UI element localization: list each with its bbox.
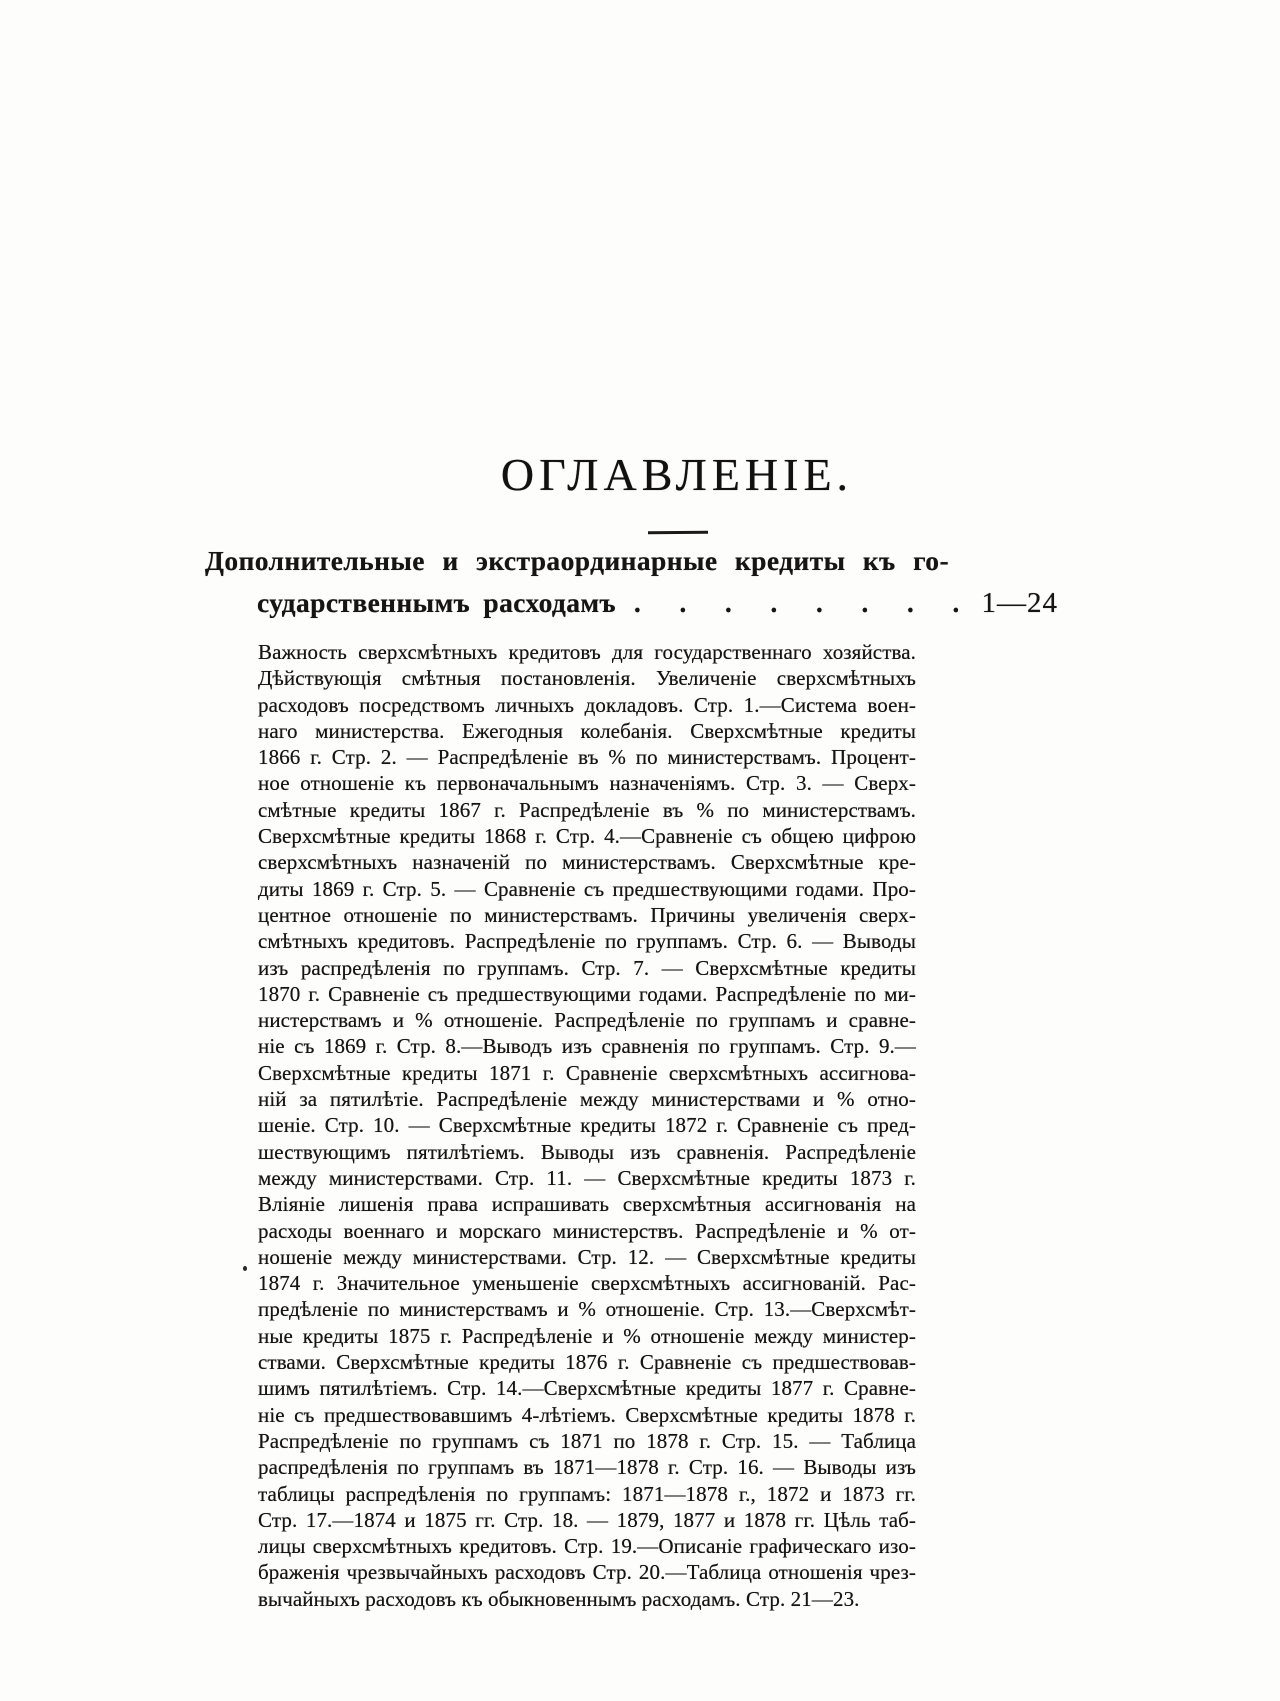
toc-description-line: шимъ пятилѣтіемъ. Стр. 14.—Сверхсмѣтные кредиты 1877 г. Сравне- xyxy=(258,1376,916,1401)
toc-description-line: ній за пятилѣтіе. Распредѣленіе между министерствами и % отно- xyxy=(258,1087,916,1112)
toc-entry-description xyxy=(258,639,916,1612)
page-title: ОГЛАВЛЕНІЕ. xyxy=(500,449,854,500)
toc-description-line: лицы сверхсмѣтныхъ кредитовъ. Стр. 19.—Описаніе графическаго изо- xyxy=(258,1534,916,1559)
toc-description-line: шествующимъ пятилѣтіемъ. Выводы изъ сравненія. Распредѣленіе xyxy=(258,1139,916,1164)
toc-description-line: сверхсмѣтныхъ назначеній по министерствамъ. Сверхсмѣтные кре- xyxy=(258,850,916,875)
toc-description-line: Стр. 17.—1874 и 1875 гг. Стр. 18. — 1879, 1877 и 1878 гг. Цѣль таб- xyxy=(258,1507,916,1532)
toc-description-line: центное отношеніе по министерствамъ. Причины увеличенія сверх- xyxy=(258,902,916,927)
toc-description-line: наго министерства. Ежегодныя колебанія. Сверхсмѣтные кредиты xyxy=(258,718,916,743)
toc-entry-title-line1: Дополнительные и экстраординарные кредиты къ го- xyxy=(205,545,949,576)
toc-description-line: шеніе. Стр. 10. — Сверхсмѣтные кредиты 1872 г. Сравненіе съ пред- xyxy=(258,1113,916,1138)
toc-description-line: Вліяніе лишенія права испрашивать сверхсмѣтныя ассигнованія на xyxy=(258,1192,916,1217)
toc-description-line: диты 1869 г. Стр. 5. — Сравненіе съ предшествующими годами. Про- xyxy=(258,876,916,901)
toc-description-line: ные кредиты 1875 г. Распредѣленіе и % отношеніе между министер- xyxy=(258,1323,916,1348)
toc-description-line: предѣленіе по министерствамъ и % отношеніе. Стр. 13.—Сверхсмѣт- xyxy=(258,1297,916,1322)
toc-description-line: расходовъ посредствомъ личныхъ докладовъ. Стр. 1.—Система воен- xyxy=(258,692,916,717)
toc-description-line: ніе съ 1869 г. Стр. 8.—Выводъ изъ сравненія по группамъ. Стр. 9.— xyxy=(258,1034,916,1059)
toc-description-line: Сверхсмѣтные кредиты 1868 г. Стр. 4.—Сравненіе съ общею цифрою xyxy=(258,824,916,849)
toc-description-line: Дѣйствующія смѣтныя постановленія. Увеличеніе сверхсмѣтныхъ xyxy=(258,666,916,691)
toc-description-line: изъ распредѣленія по группамъ. Стр. 7. — Сверхсмѣтные кредиты xyxy=(258,955,916,980)
toc-description-line: распредѣленія по группамъ въ 1871—1878 г. Стр. 16. — Выводы изъ xyxy=(258,1455,916,1480)
toc-description-line: таблицы распредѣленія по группамъ: 1871—1878 г., 1872 и 1873 гг. xyxy=(258,1481,916,1506)
toc-description-line: 1866 г. Стр. 2. — Распредѣленіе въ % по министерствамъ. Процент- xyxy=(258,745,916,770)
toc-description-line: нистерствамъ и % отношеніе. Распредѣленіе по группамъ и сравне- xyxy=(258,1008,916,1033)
toc-entry-title-line2-text: сударственнымъ расходамъ xyxy=(257,587,616,618)
toc-description-line: Распредѣленіе по группамъ съ 1871 по 1878 г. Стр. 15. — Таблица xyxy=(258,1428,916,1453)
toc-entry-page-range: 1—24 xyxy=(981,587,1058,619)
scan-speck xyxy=(243,1266,247,1271)
toc-description-line: между министерствами. Стр. 11. — Сверхсмѣтные кредиты 1873 г. xyxy=(258,1165,916,1190)
dot-leader: . . . . . . . . xyxy=(633,588,960,618)
toc-description-line: Сверхсмѣтные кредиты 1871 г. Сравненіе сверхсмѣтныхъ ассигнова- xyxy=(258,1060,916,1085)
toc-description-line: браженія чрезвычайныхъ расходовъ Стр. 20.—Таблица отношенія чрез- xyxy=(258,1560,916,1585)
toc-description-line: смѣтныхъ кредитовъ. Распредѣленіе по группамъ. Стр. 6. — Выводы xyxy=(258,929,916,954)
toc-entry xyxy=(205,540,1058,625)
title-divider-rule xyxy=(648,531,708,534)
toc-description-line: 1870 г. Сравненіе съ предшествующими годами. Распредѣленіе по ми- xyxy=(258,981,916,1006)
toc-description-line: Важность сверхсмѣтныхъ кредитовъ для государственнаго хозяйства. xyxy=(258,640,916,664)
toc-description-line: 1874 г. Значительное уменьшеніе сверхсмѣтныхъ ассигнованій. Рас- xyxy=(258,1271,916,1296)
toc-description-line: ношеніе между министерствами. Стр. 12. — Сверхсмѣтные кредиты xyxy=(258,1244,916,1269)
toc-description-line: ное отношеніе къ первоначальнымъ назначеніямъ. Стр. 3. — Сверх- xyxy=(258,771,916,796)
toc-description-line: смѣтные кредиты 1867 г. Распредѣленіе въ % по министерствамъ. xyxy=(258,797,916,822)
toc-description-line: вычайныхъ расходовъ къ обыкновеннымъ расходамъ. Стр. 21—23. xyxy=(258,1586,860,1611)
toc-entry-title-line2 xyxy=(205,581,1058,625)
toc-description-line: ствами. Сверхсмѣтные кредиты 1876 г. Сравненіе съ предшествовав- xyxy=(258,1350,916,1375)
toc-description-line: расходы военнаго и морскаго министерствъ. Распредѣленіе и % от- xyxy=(258,1218,916,1243)
toc-description-line: ніе съ предшествовавшимъ 4-лѣтіемъ. Сверхсмѣтные кредиты 1878 г. xyxy=(258,1402,916,1427)
